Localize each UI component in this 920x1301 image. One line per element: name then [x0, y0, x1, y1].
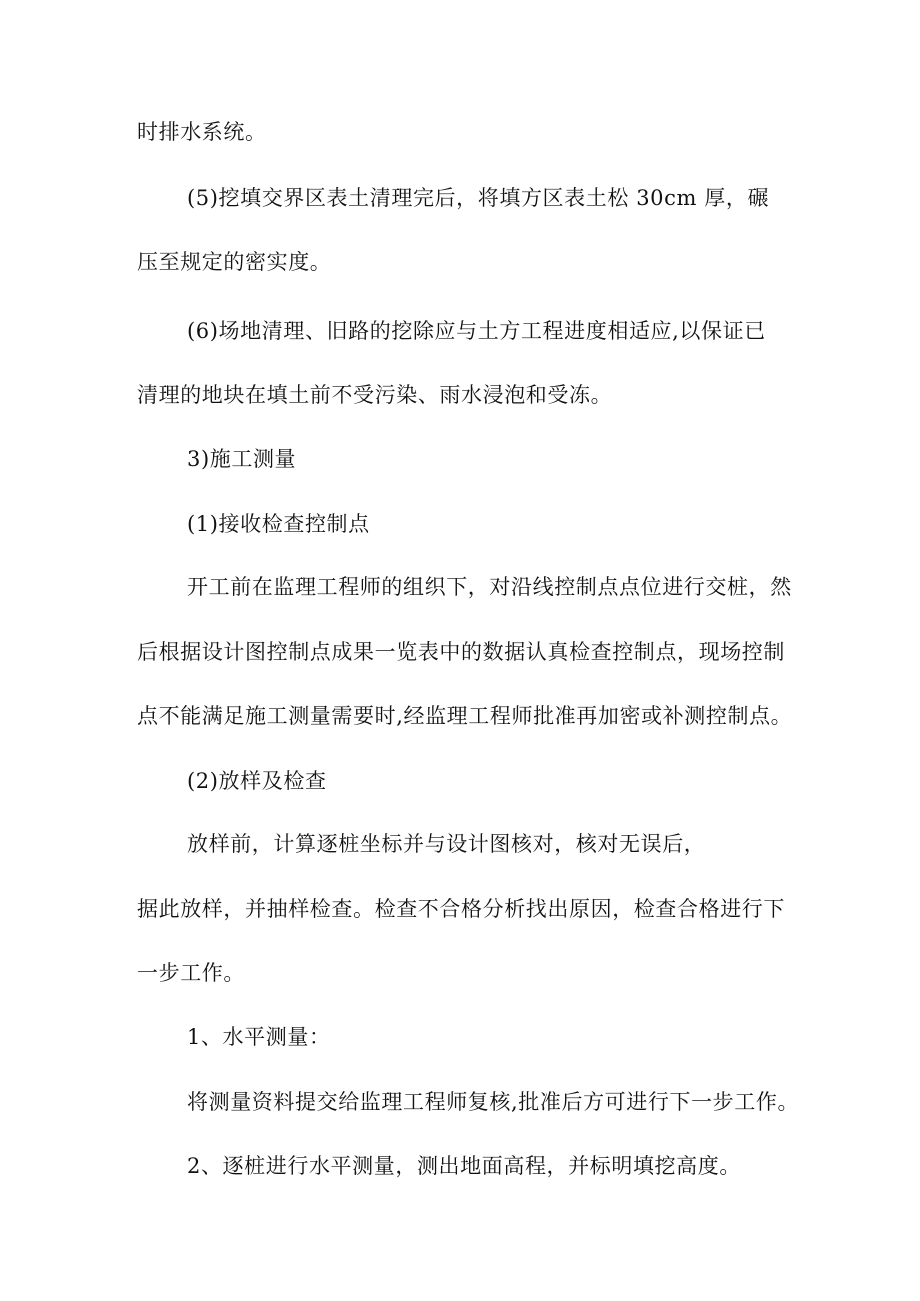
subsection-heading: (2)放样及检查 — [187, 769, 327, 793]
paragraph-line: (5)挖填交界区表土清理完后，将填方区表土松 30cm 厚，碾 — [187, 186, 770, 210]
paragraph-line: 后根据设计图控制点成果一览表中的数据认真检查控制点，现场控制 — [137, 640, 785, 664]
list-item-heading: 1、水平测量： — [187, 1025, 331, 1049]
paragraph-line: 一步工作。 — [137, 961, 245, 985]
paragraph-line: 压至规定的密实度。 — [137, 250, 332, 274]
paragraph-line: 据此放样，并抽样检查。检查不合格分析找出原因，检查合格进行下 — [137, 897, 785, 921]
subsection-heading: (1)接收检查控制点 — [187, 512, 370, 536]
list-item-heading: 2、逐桩进行水平测量，测出地面高程，并标明填挖高度。 — [187, 1154, 741, 1178]
paragraph-line: 清理的地块在填土前不受污染、雨水浸泡和受冻。 — [137, 383, 613, 407]
paragraph-line: 开工前在监理工程师的组织下，对沿线控制点点位进行交桩，然 — [187, 575, 792, 599]
paragraph-line: 放样前，计算逐桩坐标并与设计图核对，核对无误后， — [187, 832, 706, 856]
paragraph-line: 点不能满足施工测量需要时,经监理工程师批准再加密或补测控制点。 — [137, 704, 793, 728]
paragraph-line: 时排水系统。 — [137, 120, 267, 144]
section-heading: 3)施工测量 — [187, 447, 297, 471]
paragraph-line: 将测量资料提交给监理工程师复核,批准后方可进行下一步工作。 — [187, 1090, 800, 1114]
paragraph-line: (6)场地清理、旧路的挖除应与土方工程进度相适应,以保证已 — [187, 319, 766, 343]
